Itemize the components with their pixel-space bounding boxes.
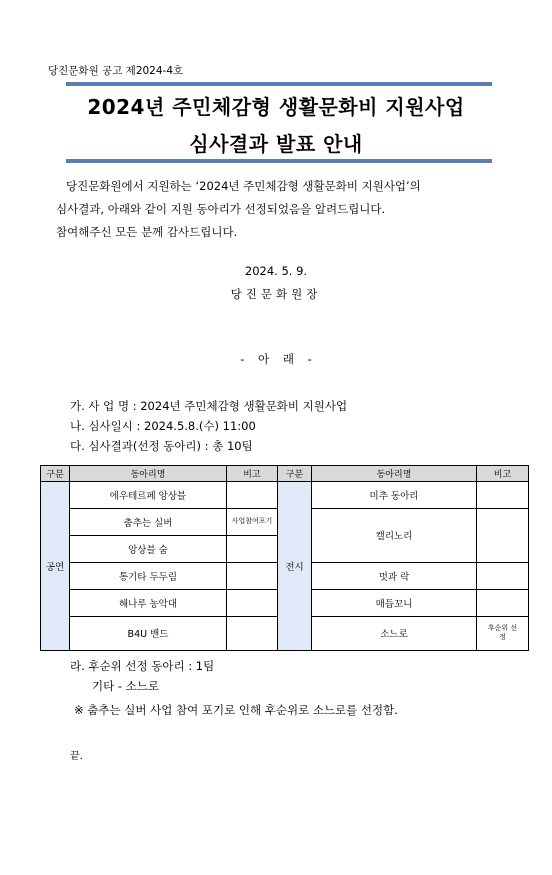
- page-title-line1: 2024년 주민체감형 생활문화비 지원사업: [87, 95, 465, 119]
- club-name: 매듭꼬니: [312, 589, 477, 616]
- club-note: [227, 535, 278, 562]
- club-note: [227, 616, 278, 650]
- club-name: 소느로: [312, 616, 477, 650]
- detail-item-project: 가. 사 업 명 : 2024년 주민체감형 생활문화비 지원사업: [70, 399, 348, 413]
- announcement-date: 2024. 5. 9.: [244, 264, 308, 278]
- intro-paragraph: [56, 175, 526, 244]
- header-category: 구분: [41, 466, 70, 482]
- club-note: 후순위 선정: [477, 616, 529, 650]
- header-note: 비고: [227, 466, 278, 482]
- intro-line2: 심사결과, 아래와 같이 지원 동아리가 선정되었음을 알려드립니다.: [56, 202, 386, 216]
- header-club-name: 동아리명: [312, 466, 477, 482]
- intro-line1: 당진문화원에서 지원하는 ‘2024년 주민체감형 생활문화비 지원사업’의: [66, 179, 421, 193]
- header-club-name: 동아리명: [70, 466, 227, 482]
- club-name: 해나루 농악대: [70, 589, 227, 616]
- club-name: 춤추는 실버: [70, 508, 227, 535]
- club-note: [227, 589, 278, 616]
- backup-selection: [70, 656, 214, 696]
- end-mark: 끝.: [70, 751, 83, 762]
- signer: 당진문화원장: [230, 287, 322, 301]
- header-note: 비고: [477, 466, 529, 482]
- page-title-line2: 심사결과 발표 안내: [189, 132, 363, 156]
- notice-number: 당진문화원 공고 제2024-4호: [48, 65, 184, 77]
- club-note: [477, 508, 529, 562]
- club-name: 통기타 두두림: [70, 562, 227, 589]
- detail-item-result: 다. 심사결과(선정 동아리) : 총 10팀: [70, 439, 253, 453]
- club-note: [477, 589, 529, 616]
- club-name: 미추 동아리: [312, 482, 477, 509]
- below-heading: - 아 래 -: [240, 352, 312, 366]
- results-table: [40, 465, 529, 651]
- intro-line3: 참여해주신 모든 분께 감사드립니다.: [56, 225, 238, 239]
- backup-club: 기타 - 소느로: [92, 679, 160, 693]
- detail-item-date: 나. 심사일시 : 2024.5.8.(수) 11:00: [70, 419, 256, 433]
- club-note: [227, 482, 278, 509]
- category-performance: 공연: [41, 482, 70, 651]
- club-note: 사업참여포기: [227, 508, 278, 535]
- table-header-row: [41, 466, 529, 482]
- club-name: 멋과 락: [312, 562, 477, 589]
- title-bottom-rule: [66, 159, 492, 163]
- club-name: B4U 밴드: [70, 616, 227, 650]
- title-top-rule: [66, 82, 492, 86]
- club-note: [477, 482, 529, 509]
- club-name: 캘리노리: [312, 508, 477, 562]
- club-note: [477, 562, 529, 589]
- backup-count: 라. 후순위 선정 동아리 : 1팀: [70, 659, 215, 673]
- details-list: [70, 396, 347, 456]
- club-name: 에우테르페 앙상블: [70, 482, 227, 509]
- club-note: [227, 562, 278, 589]
- footnote: ※ 춤추는 실버 사업 참여 포기로 인해 후순위로 소느로를 선정함.: [74, 703, 398, 717]
- header-category: 구분: [278, 466, 312, 482]
- category-exhibition: 전시: [278, 482, 312, 651]
- club-name: 앙상블 숨: [70, 535, 227, 562]
